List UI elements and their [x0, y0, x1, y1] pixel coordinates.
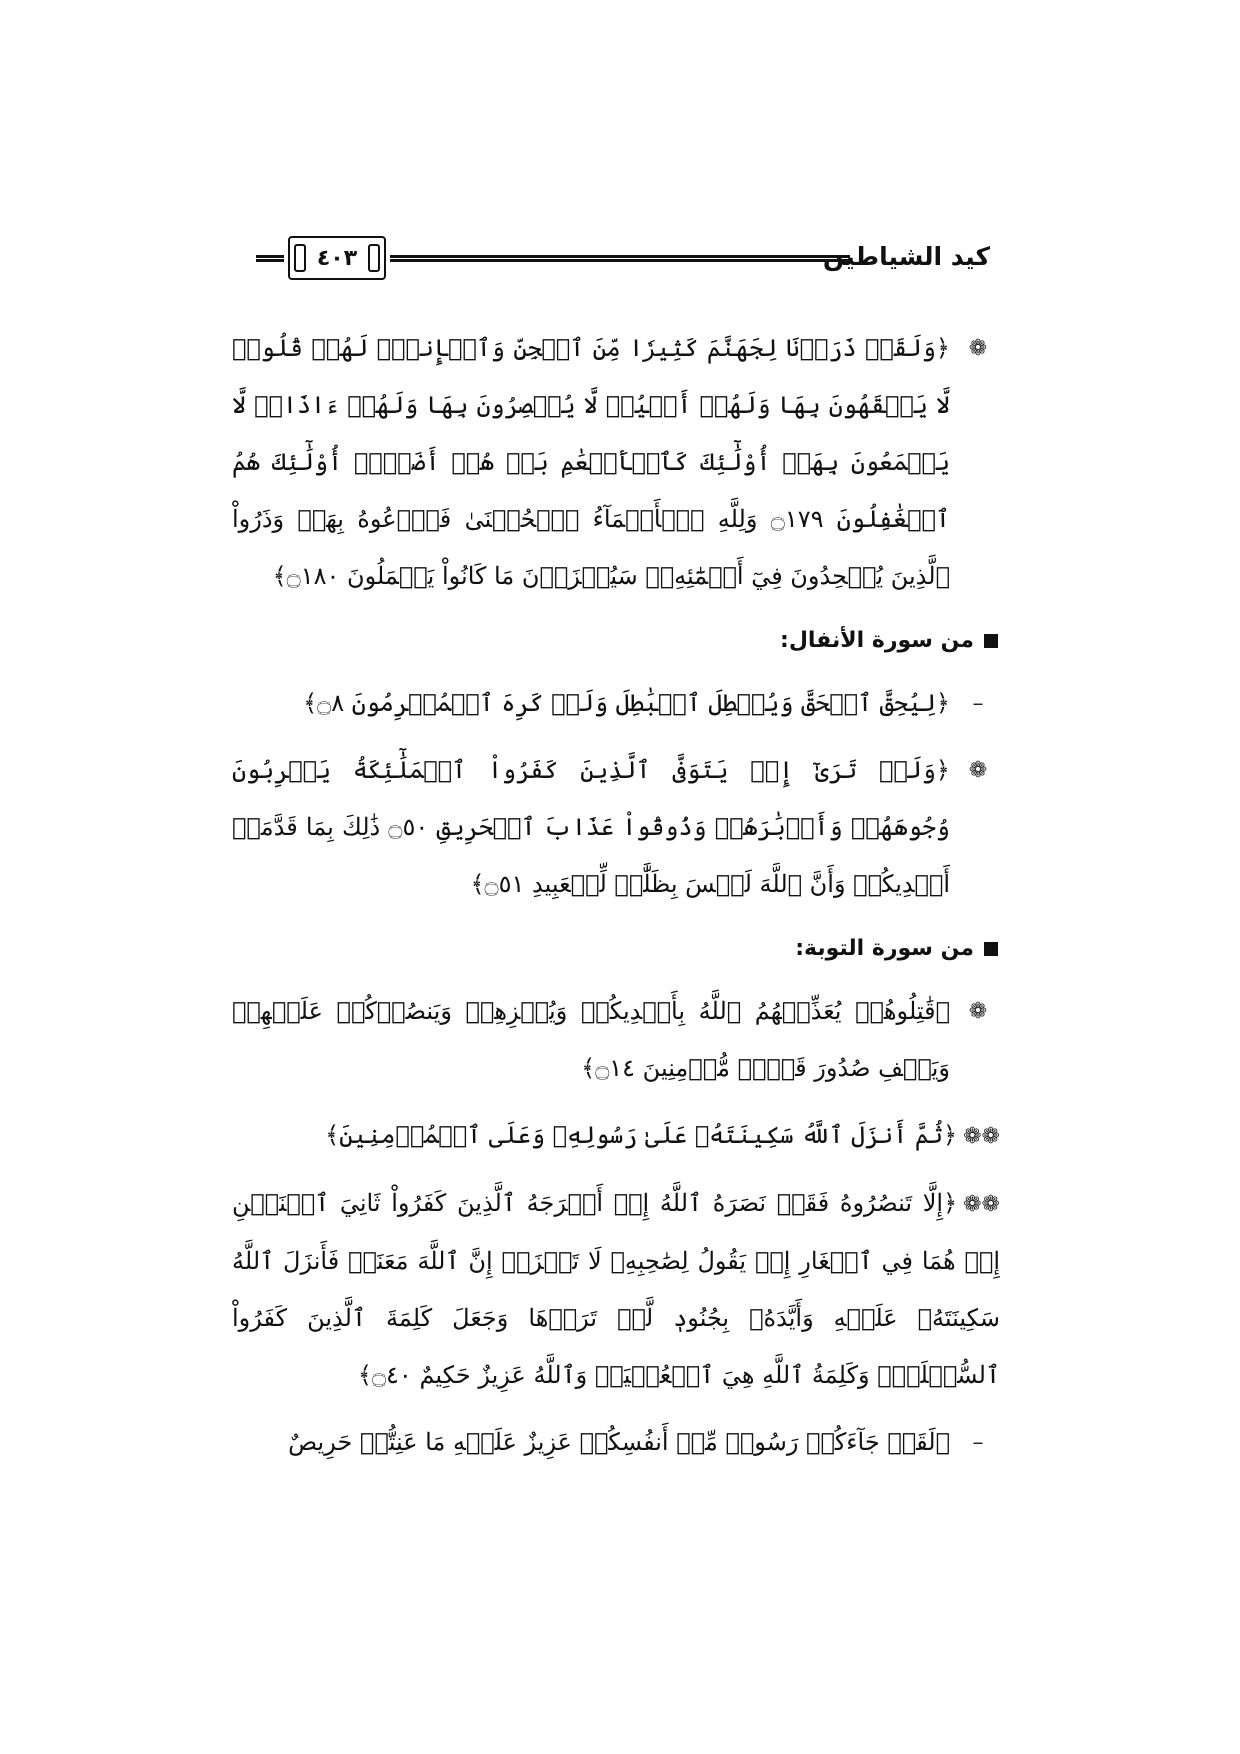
- dash-bullet-icon: –: [972, 691, 984, 716]
- verse-block: [232, 983, 1000, 1097]
- verse-text: ﴿قَٰتِلُوهُمۡ يُعَذِّبۡهُمُ ٱللَّهُ بِأَيۡدِيكُمۡ وَيُخۡزِهِمۡ وَيَنصُرۡكُمۡ عَلَيۡهِمۡ وَيَشۡفِ صُدُورَ قَوۡمٖ مُّؤۡمِنِينَ ۝١٤﴾: [232, 997, 950, 1082]
- verse-text: ﴿لِيُحِقَّ ٱلۡحَقَّ وَيُبۡطِلَ ٱلۡبَٰطِلَ وَلَوۡ كَرِهَ ٱلۡمُجۡرِمُونَ ۝٨﴾: [303, 689, 950, 717]
- flower-bullet-icon: ❁: [968, 336, 988, 361]
- square-bullet-icon: [984, 634, 998, 648]
- verse-text: ﴿لَقَدۡ جَآءَكُمۡ رَسُولٞ مِّنۡ أَنفُسِكُمۡ عَزِيزٌ عَلَيۡهِ مَا عَنِتُّمۡ حَرِيصٌ: [288, 1428, 950, 1456]
- section-heading-text: من سورة التوبة:: [795, 936, 974, 961]
- verse-text: ﴿إِلَّا تَنصُرُوهُ فَقَدۡ نَصَرَهُ ٱللَّهُ إِذۡ أَخۡرَجَهُ ٱلَّذِينَ كَفَرُواْ ثَانِيَ ٱثۡنَيۡنِ إِذۡ هُمَا فِي ٱلۡغَارِ إِذۡ يَقُولُ لِصَٰحِبِهِۦ لَا تَحۡزَنۡ إِنَّ ٱللَّهَ مَعَنَاۖ فَأَنزَلَ ٱللَّهُ سَكِينَتَهُۥ عَلَيۡهِ وَأَيَّدَهُۥ بِجُنُودٖ لَّمۡ تَرَوۡهَا وَجَعَلَ كَلِمَةَ ٱلَّذِينَ كَفَرُواْ ٱلسُّفۡلَىٰۗ وَكَلِمَةُ ٱللَّهِ هِيَ ٱلۡعُلۡيَاۗ وَٱللَّهُ عَزِيزٌ حَكِيمٌ ۝٤٠﴾: [232, 1189, 1000, 1389]
- verse-text: ﴿وَلَقَدۡ ذَرَأۡنَا لِجَهَنَّمَ كَثِيرٗا مِّنَ ٱلۡجِنِّ وَٱلۡإِنسِۖ لَهُمۡ قُلُوبٞ لَّا يَفۡقَهُونَ بِهَا وَلَهُمۡ أَعۡيُنٞ لَّا يُبۡصِرُونَ بِهَا وَلَهُمۡ ءَاذَانٞ لَّا يَسۡمَعُونَ بِهَآۚ أُوْلَٰٓئِكَ كَٱلۡأَنۡعَٰمِ بَلۡ هُمۡ أَضَلُّۚ أُوْلَٰٓئِكَ هُمُ ٱلۡغَٰفِلُونَ ۝١٧٩ وَلِلَّهِ ٱلۡأَسۡمَآءُ ٱلۡحُسۡنَىٰ فَٱدۡعُوهُ بِهَاۖ وَذَرُواْ ٱلَّذِينَ يُلۡحِدُونَ فِيٓ أَسۡمَٰٓئِهِۦۚ سَيُجۡزَوۡنَ مَا كَانُواْ يَعۡمَلُونَ ۝١٨٠﴾: [232, 334, 950, 590]
- verse-block: [232, 675, 1000, 732]
- book-title: كيد الشياطين: [822, 242, 990, 271]
- dash-bullet-icon: –: [972, 1430, 984, 1455]
- verse-block: [232, 320, 1000, 605]
- section-heading: [232, 923, 1000, 975]
- page-number-frame: [288, 236, 386, 280]
- header-rule-right: [390, 255, 850, 262]
- section-heading-text: من سورة الأنفال:: [780, 628, 974, 653]
- header-rule-left: [256, 255, 284, 262]
- page-header: [256, 236, 990, 280]
- verse-block: [232, 1175, 1000, 1404]
- flower-bullet-icon: ❁: [968, 999, 988, 1024]
- double-flower-bullet-icon: ❁❁: [963, 1124, 1000, 1149]
- double-flower-bullet-icon: ❁❁: [963, 1192, 1000, 1217]
- verse-text: ﴿ثُمَّ أَنزَلَ ٱللَّهُ سَكِينَتَهُۥ عَلَىٰ رَسُولِهِۦ وَعَلَى ٱلۡمُؤۡمِنِينَ﴾: [325, 1121, 958, 1149]
- verse-block: [232, 742, 1000, 913]
- section-heading: [232, 615, 1000, 667]
- verse-text: ﴿وَلَوۡ تَرَىٰٓ إِذۡ يَتَوَفَّى ٱلَّذِينَ كَفَرُواْ ٱلۡمَلَٰٓئِكَةُ يَضۡرِبُونَ وُجُوهَهُمۡ وَأَدۡبَٰرَهُمۡ وَذُوقُواْ عَذَابَ ٱلۡحَرِيقِ ۝٥٠ ذَٰلِكَ بِمَا قَدَّمَتۡ أَيۡدِيكُمۡ وَأَنَّ ٱللَّهَ لَيۡسَ بِظَلَّٰمٖ لِّلۡعَبِيدِ ۝٥١﴾: [232, 756, 950, 898]
- square-bullet-icon: [984, 942, 998, 956]
- page-content: [232, 320, 1000, 1481]
- flower-bullet-icon: ❁: [968, 758, 988, 783]
- page-number: ٤٠٣: [316, 245, 358, 271]
- verse-block: [232, 1107, 1000, 1165]
- verse-block: [232, 1414, 1000, 1471]
